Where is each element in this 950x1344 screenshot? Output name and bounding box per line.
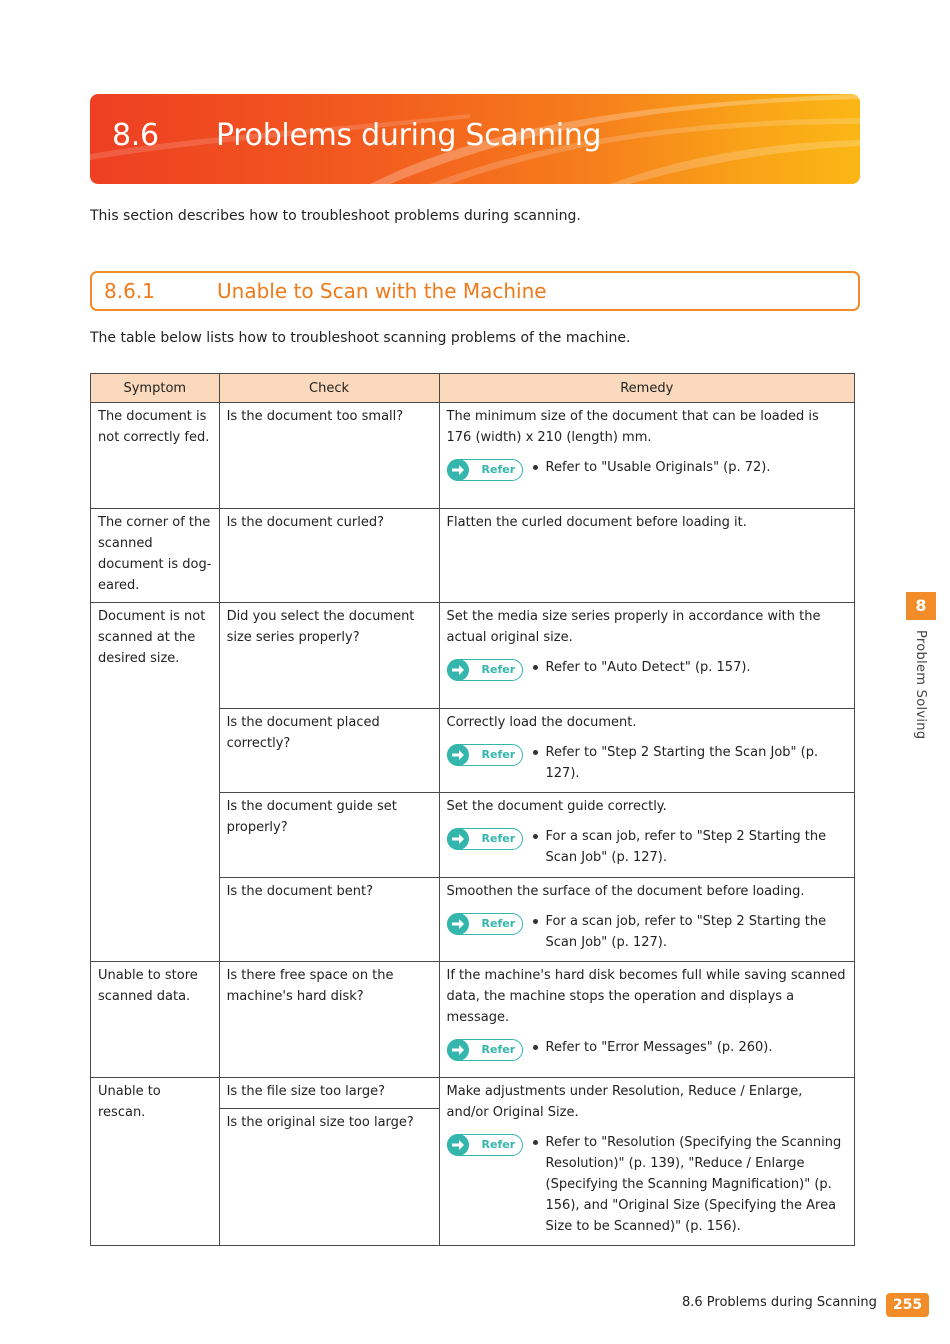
check-cell: Is the document too small?	[219, 403, 439, 509]
table-lead-text: The table below lists how to troubleshoot scanning problems of the machine.	[90, 330, 631, 346]
refer-block	[447, 911, 847, 953]
refer-link[interactable]: For a scan job, refer to "Step 2 Starting the Scan Job" (p. 127).	[532, 911, 847, 953]
remedy-cell	[439, 878, 854, 962]
remedy-cell	[439, 1078, 854, 1246]
refer-badge[interactable]	[447, 659, 523, 681]
header-symptom: Symptom	[91, 374, 220, 403]
check-cell: Is the document placed correctly?	[219, 709, 439, 793]
table-header-row	[91, 374, 855, 403]
remedy-cell	[439, 709, 854, 793]
arrow-right-icon	[447, 913, 469, 935]
check-cell: Is the document bent?	[219, 878, 439, 962]
refer-block	[447, 457, 847, 491]
check-cell: Is the document guide set properly?	[219, 793, 439, 878]
table-row	[91, 509, 855, 603]
remedy-text: Correctly load the document.	[446, 715, 637, 730]
section-number: 8.6	[112, 118, 159, 153]
refer-label: Refer	[481, 463, 516, 476]
refer-block	[447, 826, 847, 868]
refer-link[interactable]: Refer to "Usable Originals" (p. 72).	[532, 457, 847, 478]
refer-badge[interactable]	[447, 1134, 523, 1156]
refer-label: Refer	[481, 1138, 516, 1151]
section-title: Problems during Scanning	[216, 118, 602, 153]
footer-section-title: 8.6 Problems during Scanning	[682, 1295, 877, 1310]
refer-block	[447, 657, 847, 691]
check-cell: Is there free space on the machine's hard disk?	[219, 962, 439, 1078]
refer-badge[interactable]	[447, 1039, 523, 1061]
remedy-text: The minimum size of the document that can be loaded is 176 (width) x 210 (length) mm.	[446, 409, 819, 445]
page-number: 255	[886, 1293, 929, 1317]
refer-link[interactable]: Refer to "Auto Detect" (p. 157).	[532, 657, 847, 678]
header-remedy: Remedy	[439, 374, 854, 403]
refer-label: Refer	[481, 663, 516, 676]
table-row	[91, 603, 855, 709]
refer-label: Refer	[481, 1043, 516, 1056]
refer-label: Refer	[481, 748, 516, 761]
symptom-cell: The corner of the scanned document is dog-eared.	[91, 509, 220, 603]
header-check: Check	[219, 374, 439, 403]
refer-label: Refer	[481, 832, 516, 845]
arrow-right-icon	[447, 1039, 469, 1061]
check-text-secondary: Is the original size too large?	[220, 1108, 439, 1133]
arrow-right-icon	[447, 1134, 469, 1156]
refer-link[interactable]: Refer to "Resolution (Specifying the Scanning Resolution)" (p. 139), "Reduce / Enlarge (Specifying the Scanning Magnification)" (p. 156), and "Original Size (Specifying the Area Size to be Scanned)" (p. 156).	[532, 1132, 847, 1237]
subsection-heading	[90, 271, 860, 311]
arrow-right-icon	[447, 828, 469, 850]
troubleshooting-table	[90, 373, 855, 1246]
refer-link[interactable]: For a scan job, refer to "Step 2 Starting the Scan Job" (p. 127).	[532, 826, 847, 868]
remedy-text: Make adjustments under Resolution, Reduce / Enlarge, and/or Original Size.	[446, 1084, 803, 1120]
refer-badge[interactable]	[447, 828, 523, 850]
refer-link[interactable]: Refer to "Step 2 Starting the Scan Job" (p. 127).	[532, 742, 847, 784]
check-cell	[219, 1078, 439, 1246]
remedy-cell	[439, 403, 854, 509]
remedy-text: Set the media size series properly in accordance with the actual original size.	[446, 609, 821, 645]
remedy-cell	[439, 793, 854, 878]
refer-block	[447, 1037, 847, 1071]
refer-label: Refer	[481, 917, 516, 930]
arrow-right-icon	[447, 659, 469, 681]
remedy-cell	[439, 603, 854, 709]
table-row	[91, 1078, 855, 1246]
section-intro: This section describes how to troubleshoot problems during scanning.	[90, 208, 581, 224]
check-text: Is the file size too large?	[226, 1084, 386, 1099]
check-cell: Did you select the document size series properly?	[219, 603, 439, 709]
chapter-tab-label: Problem Solving	[913, 630, 928, 740]
chapter-tab: 8	[906, 592, 936, 620]
symptom-cell: Unable to store scanned data.	[91, 962, 220, 1078]
remedy-cell	[439, 962, 854, 1078]
table-row	[91, 962, 855, 1078]
arrow-right-icon	[447, 744, 469, 766]
refer-link[interactable]: Refer to "Error Messages" (p. 260).	[532, 1037, 847, 1058]
table-row	[91, 403, 855, 509]
symptom-cell: The document is not correctly fed.	[91, 403, 220, 509]
remedy-text: If the machine's hard disk becomes full while saving scanned data, the machine stops the operation and displays a message.	[446, 968, 846, 1025]
remedy-cell	[439, 509, 854, 603]
remedy-text: Smoothen the surface of the document before loading.	[446, 884, 805, 899]
subsection-title: Unable to Scan with the Machine	[217, 279, 547, 303]
symptom-cell: Document is not scanned at the desired size.	[91, 603, 220, 962]
section-banner	[90, 94, 860, 184]
arrow-right-icon	[447, 459, 469, 481]
remedy-text: Flatten the curled document before loading it.	[446, 515, 747, 530]
subsection-number: 8.6.1	[104, 279, 155, 303]
refer-badge[interactable]	[447, 459, 523, 481]
refer-badge[interactable]	[447, 744, 523, 766]
check-cell: Is the document curled?	[219, 509, 439, 603]
refer-block	[447, 1132, 847, 1237]
refer-block	[447, 742, 847, 784]
symptom-cell: Unable to rescan.	[91, 1078, 220, 1246]
remedy-text: Set the document guide correctly.	[446, 799, 667, 814]
refer-badge[interactable]	[447, 913, 523, 935]
